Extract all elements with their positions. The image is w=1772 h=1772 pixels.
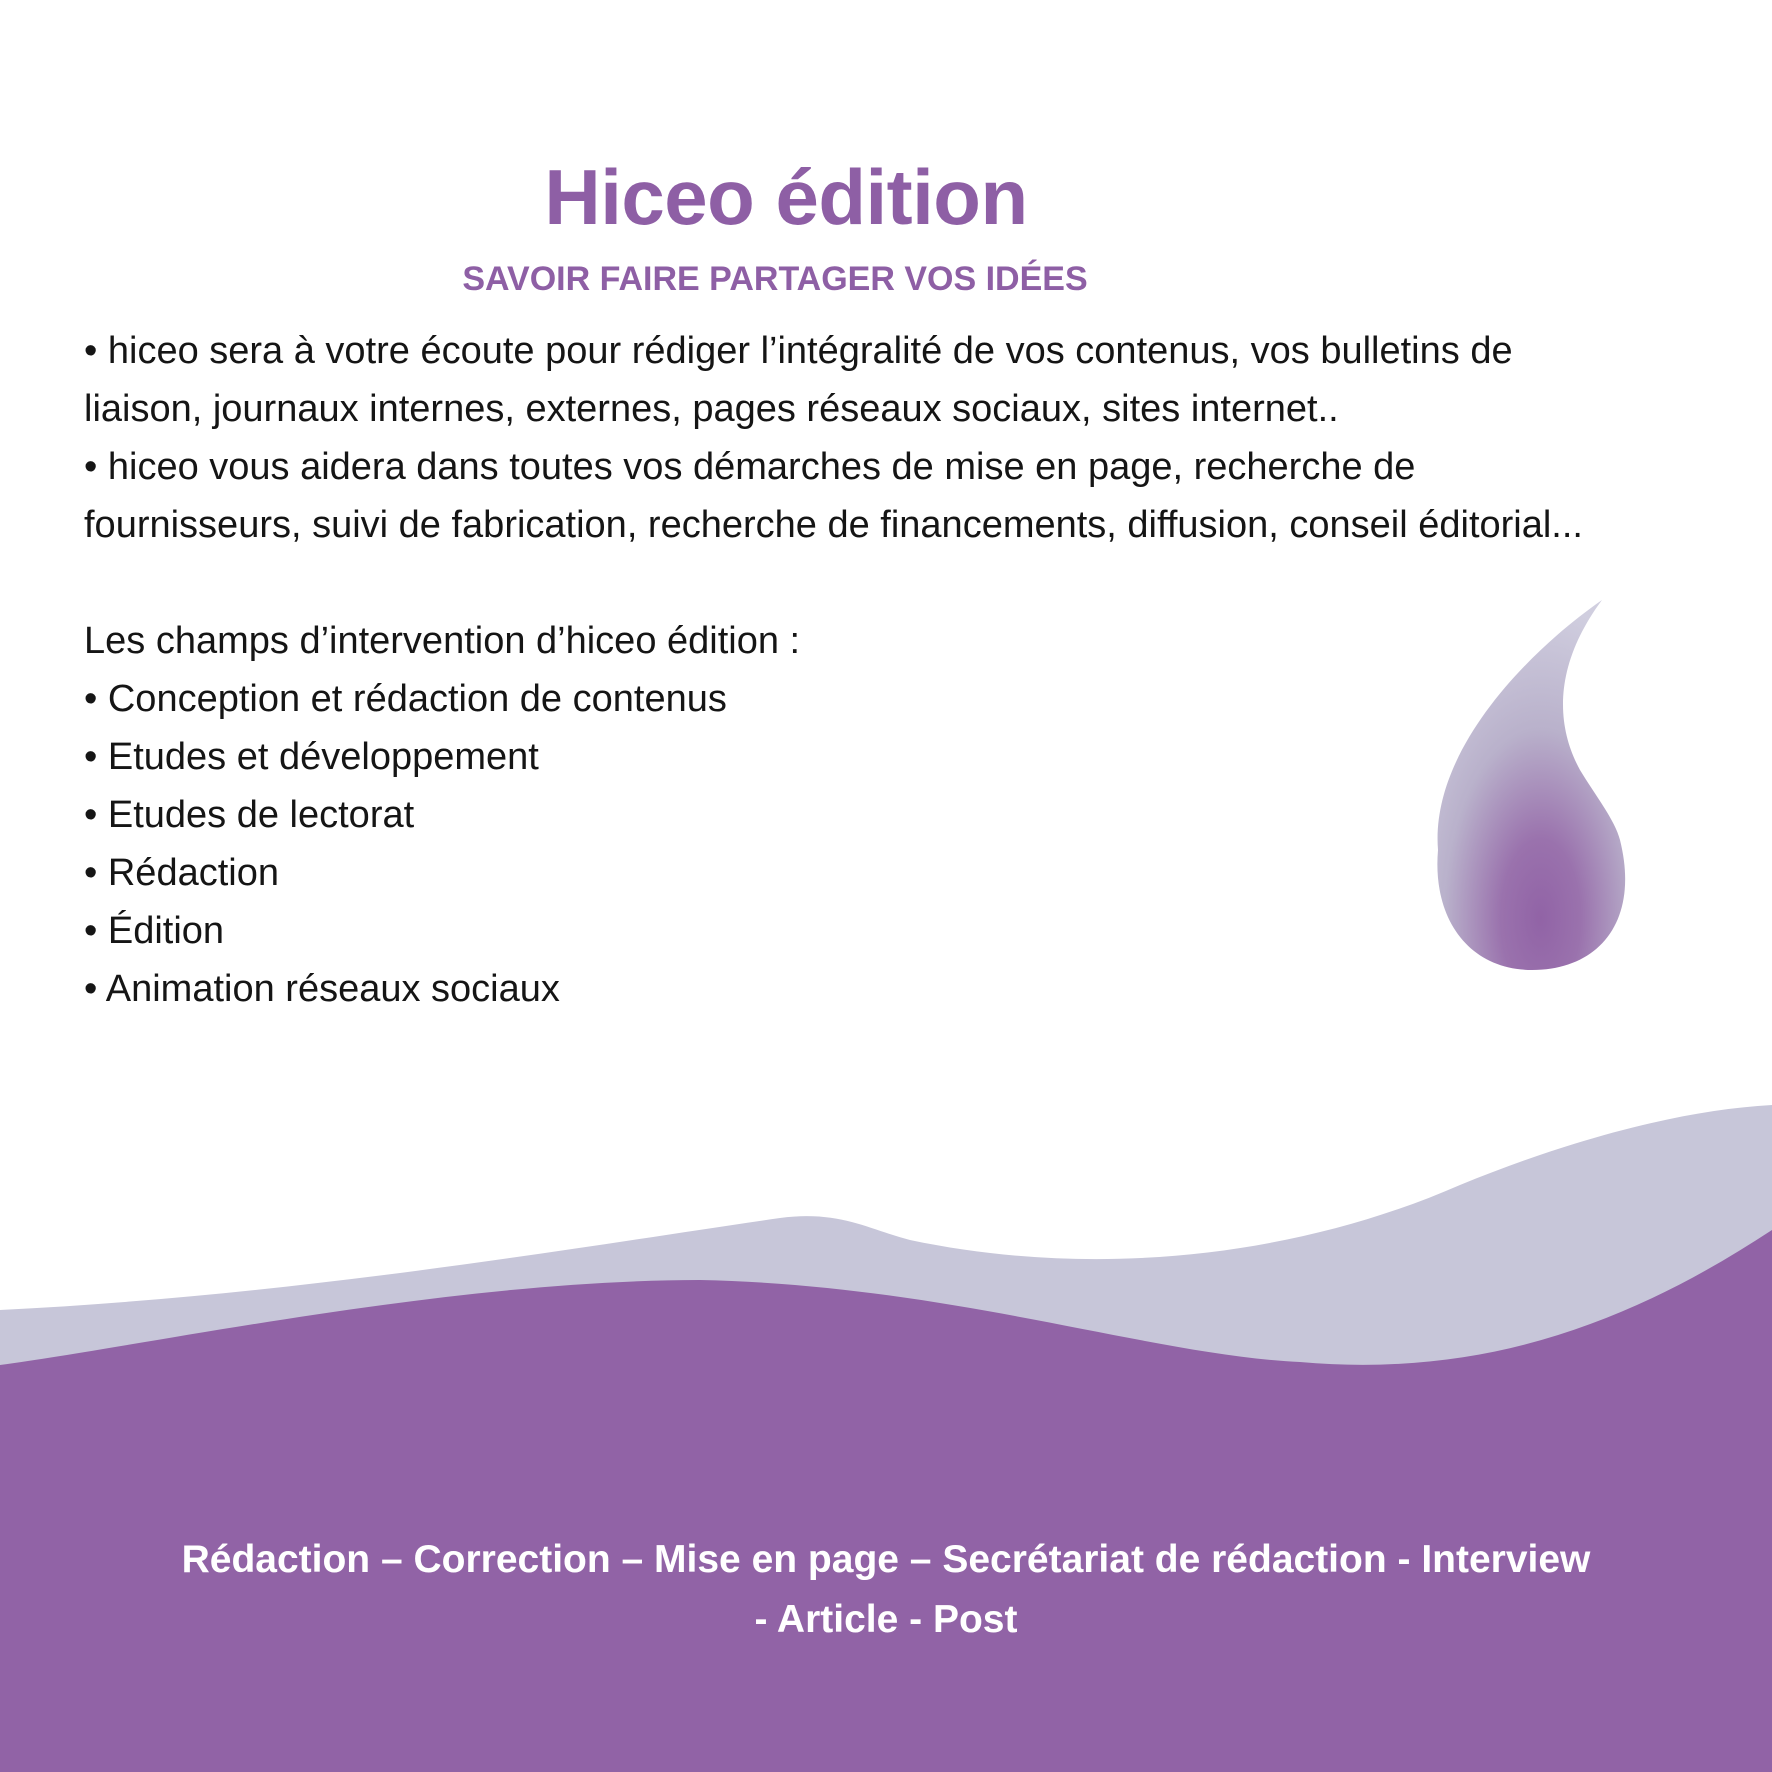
- list-item: • Conception et rédaction de contenus: [84, 678, 727, 720]
- footer-line: - Article - Post: [754, 1598, 1018, 1641]
- fields-heading: Les champs d’intervention d’hiceo édition :: [84, 620, 801, 662]
- footer-line: Rédaction – Correction – Mise en page – Secrétariat de rédaction - Interview: [181, 1538, 1591, 1581]
- list-item: • Etudes et développement: [84, 736, 539, 778]
- page-title: Hiceo édition: [544, 153, 1028, 241]
- list-item: • Etudes de lectorat: [84, 794, 415, 836]
- list-item: • Animation réseaux sociaux: [84, 968, 560, 1010]
- intro-line: fournisseurs, suivi de fabrication, recherche de financements, diffusion, conseil éditorial...: [84, 504, 1583, 546]
- list-item: • Rédaction: [84, 852, 279, 894]
- footer-waves: [0, 1090, 1772, 1772]
- drop-shape: [1437, 600, 1625, 970]
- list-item: • Édition: [84, 910, 225, 952]
- drop-icon: [1420, 590, 1640, 980]
- intro-line: • hiceo vous aidera dans toutes vos démarches de mise en page, recherche de: [84, 446, 1416, 488]
- footer-services: [100, 1530, 1672, 1650]
- page-subtitle: SAVOIR FAIRE PARTAGER VOS IDÉES: [462, 260, 1088, 298]
- intro-line: liaison, journaux internes, externes, pages réseaux sociaux, sites internet..: [84, 388, 1339, 430]
- intro-line: • hiceo sera à votre écoute pour rédiger l’intégralité de vos contenus, vos bulletins de: [84, 330, 1513, 372]
